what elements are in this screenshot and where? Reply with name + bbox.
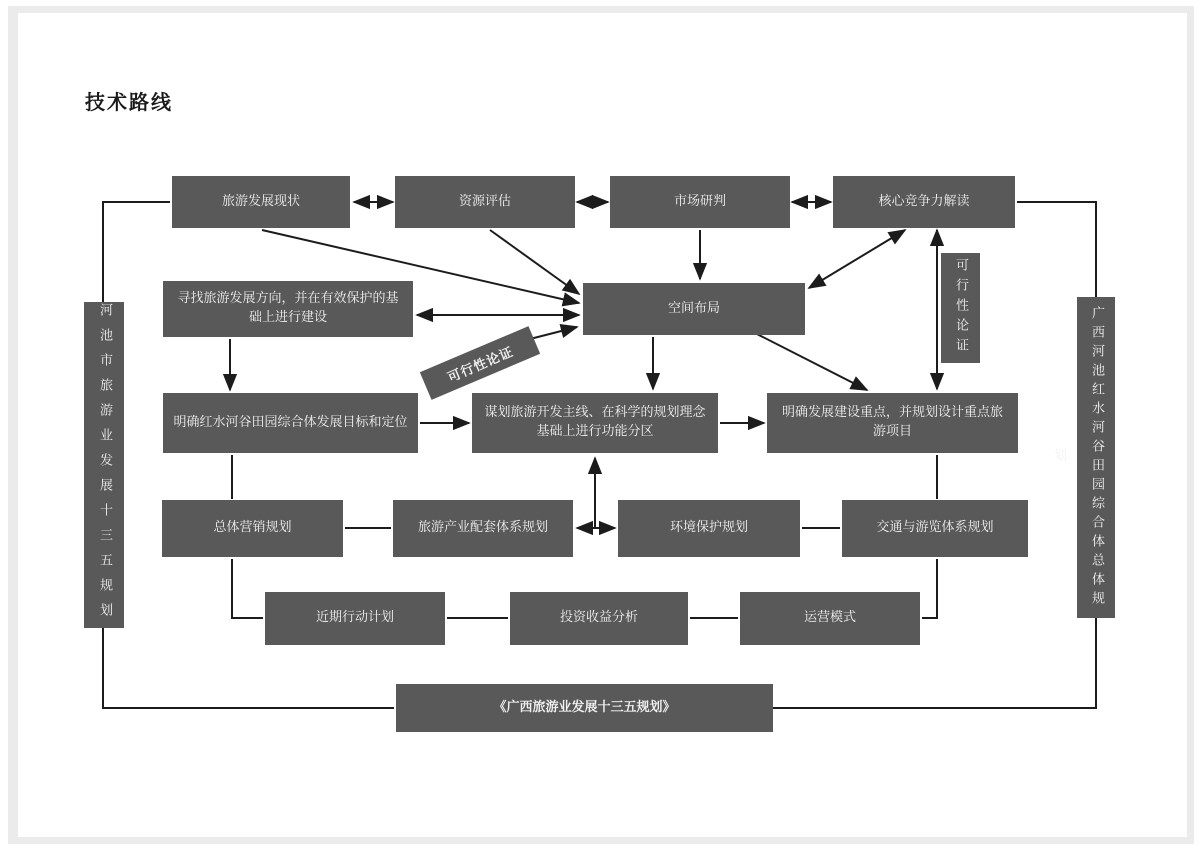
node-investment-analysis: 投资收益分析: [510, 592, 688, 645]
node-feasibility-vertical: 可行性论证: [941, 253, 980, 363]
node-spatial-layout: 空间布局: [583, 283, 805, 335]
node-operation-model: 运营模式: [740, 592, 920, 645]
node-guangxi-plan: 《广西旅游业发展十三五规划》: [396, 684, 773, 732]
node-goal-positioning: 明确红水河谷田园综合体发展目标和定位: [163, 393, 418, 453]
node-find-direction: 寻找旅游发展方向，并在有效保护的基础上进行建设: [163, 281, 413, 337]
node-complex-master-plan: 广西河池红水河谷田园综合体总体规划: [1077, 297, 1115, 618]
node-hechi-plan: 河池市旅游业发展十三五规划: [84, 302, 124, 628]
node-development-mainline: 谋划旅游开发主线、在科学的规划理念基础上进行功能分区: [472, 393, 718, 453]
node-key-projects: 明确发展建设重点，并规划设计重点旅游项目: [767, 393, 1018, 453]
page-title: 技术路线: [85, 90, 173, 114]
node-market-analysis: 市场研判: [610, 176, 790, 228]
node-transport-plan: 交通与游览体系规划: [842, 500, 1028, 557]
node-core-competitiveness: 核心竞争力解读: [833, 176, 1015, 228]
node-resource-evaluation: 资源评估: [395, 176, 575, 228]
node-environment-plan: 环境保护规划: [618, 500, 800, 557]
node-feasibility-rotated: 可行性论证: [420, 326, 540, 400]
node-marketing-plan: 总体营销规划: [162, 500, 343, 557]
node-industry-support-plan: 旅游产业配套体系规划: [393, 500, 573, 557]
node-action-plan: 近期行动计划: [265, 592, 445, 645]
node-tourism-status: 旅游发展现状: [172, 176, 350, 228]
